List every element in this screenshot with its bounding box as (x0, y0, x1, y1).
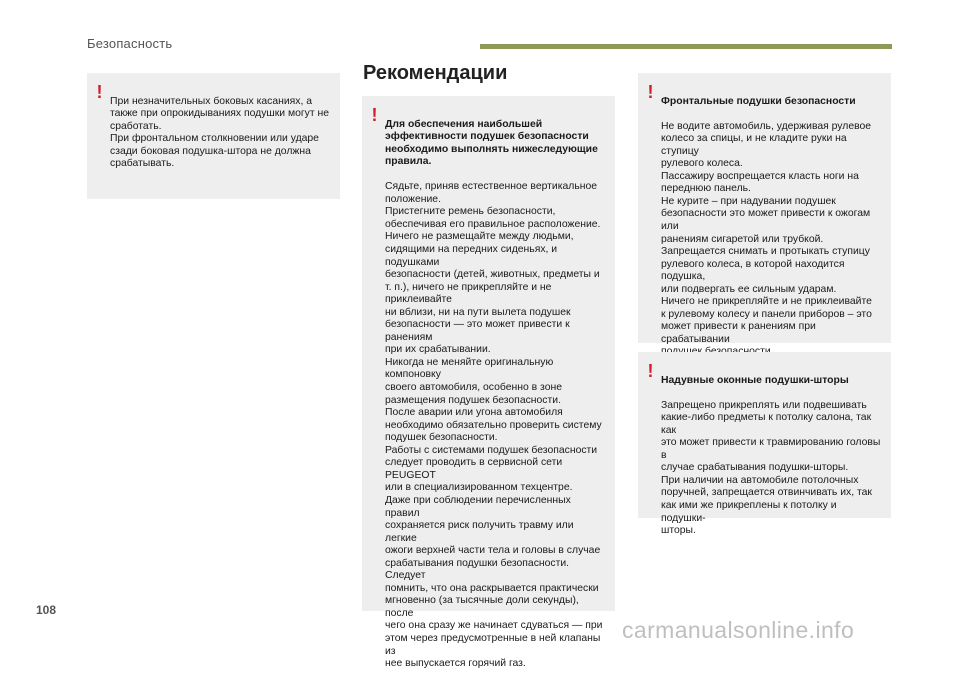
section-header-title: Безопасность (87, 36, 173, 51)
airbag-rules-box (362, 96, 615, 670)
warning-icon: ! (647, 361, 654, 381)
side-airbag-note-box (87, 73, 340, 199)
curtain-airbags-text (661, 362, 883, 550)
side-airbag-note-body: При незначительных боковых касаниях, а также при опрокидываниях подушки могут не сработать. При фронтальном столкновении или ударе сзади боковая подушка-штора не должна срабатывать. (110, 95, 330, 170)
curtain-airbags-box (638, 352, 891, 537)
recommendations-title: Рекомендации (363, 62, 508, 84)
front-airbags-text (661, 83, 883, 372)
header-accent-rule (480, 44, 892, 49)
warning-icon: ! (96, 82, 103, 102)
airbag-rules-body: Сядьте, приняв естественное вертикальное положение. Пристегните ремень безопасности, обеспечивая его правильное расположение. Ничего не размещайте между людьми, сидящими на передних сиденьях, и подушками безопасности (детей, животных, предметы и т. п.), ничего не прикрепляйте и не приклеивайте ни вблизи, ни на пути вылета подушек безопасности — это может привести к ранениям при их срабатывании. Никогда не меняйте оригинальную компоновку своего автомобиля, особенно в зоне размещения подушек безопасности. После аварии или угона автомобиля необходимо обязательно проверить систему подушек безопасности. Работы с системами подушек безопасности следует проводить в сервисной сети PEUGEOT или в специализированном техцентре. Даже при соблюдении перечисленных правил сохраняется риск получить травму или легкие ожоги верхней части тела и головы в случае срабатывания подушки безопасности. Следует помнить, что она раскрывается практически мгновенно (за тысячные доли секунды), после чего она сразу же начинает сдуваться — при этом через предусмотренные в ней клапаны из нее выпускается горячий газ. (385, 181, 603, 670)
warning-icon: ! (371, 105, 378, 125)
page-number: 108 (36, 603, 57, 617)
airbag-rules-heading: Для обеспечения наибольшей эффективности подушек безопасности необходимо выполнять нижеследующие правила. (385, 118, 598, 168)
curtain-airbags-body: Запрещено прикреплять или подвешивать какие-либо предметы к потолку салона, так как это может привести к травмированию головы в случае срабатывания подушки-шторы. При наличии на автомобиле потолочных поручней, запрещается отвинчивать их, так как ими же прикреплены к потолку и подушки- шторы. (661, 399, 881, 537)
curtain-airbags-heading: Надувные оконные подушки-шторы (661, 374, 849, 386)
side-airbag-note-text (110, 83, 332, 183)
front-airbags-heading: Фронтальные подушки безопасности (661, 95, 856, 107)
airbag-rules-text (385, 106, 607, 683)
warning-icon: ! (647, 82, 654, 102)
site-watermark: carmanualsonline.info (622, 617, 855, 643)
front-airbags-box (638, 73, 891, 343)
front-airbags-body: Не водите автомобиль, удерживая рулевое колесо за спицы, и не кладите руки на ступицу рулевого колеса. Пассажиру воспрещается класть ноги на переднюю панель. Не курите – при надувании подушек безопасности это может привести к ожогам или ранениям сигаретой или трубкой. Запрещается снимать и протыкать ступицу рулевого колеса, в которой находится подушка, или подвергать ее сильным ударам. Ничего не прикрепляйте и не приклеивайте к рулевому колесу и панели приборов – это может привести к ранениям при срабатывании (661, 120, 872, 345)
